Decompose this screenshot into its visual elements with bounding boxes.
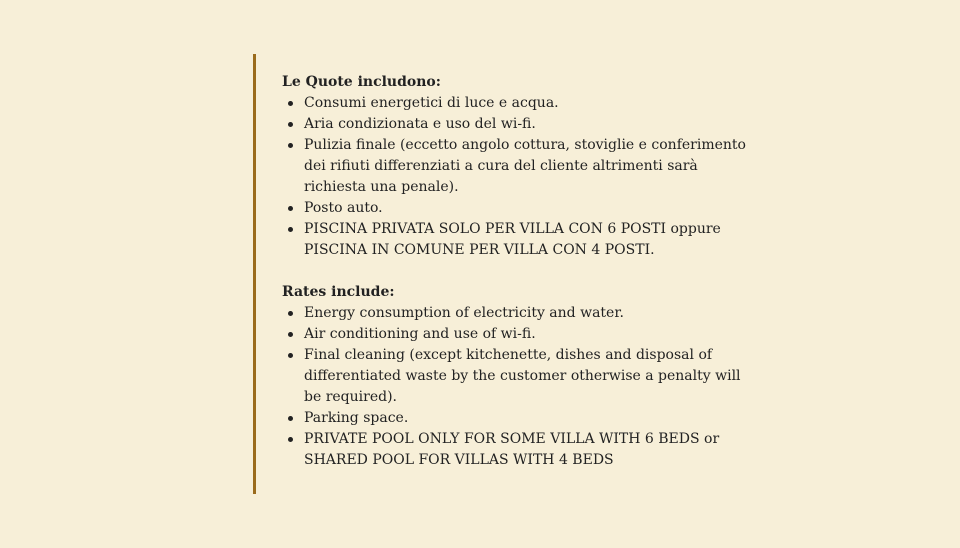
italian-title: Le Quote includono: <box>282 74 441 90</box>
english-section <box>282 282 762 471</box>
english-title: Rates include: <box>282 284 395 300</box>
list-item: PRIVATE POOL ONLY FOR SOME VILLA WITH 6 BEDS or SHARED POOL FOR VILLAS WITH 4 BEDS <box>304 429 762 471</box>
italian-list <box>282 93 762 261</box>
list-item: Air conditioning and use of wi-fi. <box>304 324 762 345</box>
list-item: Posto auto. <box>304 198 762 219</box>
section-gap <box>282 261 762 282</box>
list-item: Pulizia finale (eccetto angolo cottura, stoviglie e conferimento dei rifiuti differenziati a cura del cliente altrimenti sarà richiesta una penale). <box>304 135 762 198</box>
accent-bar <box>253 54 256 494</box>
list-item: Final cleaning (except kitchenette, dishes and disposal of differentiated waste by the customer otherwise a penalty will be required). <box>304 345 762 408</box>
list-item: PISCINA PRIVATA SOLO PER VILLA CON 6 POSTI oppure PISCINA IN COMUNE PER VILLA CON 4 POSTI. <box>304 219 762 261</box>
list-item: Parking space. <box>304 408 762 429</box>
content <box>282 72 762 471</box>
italian-section <box>282 72 762 261</box>
list-item: Energy consumption of electricity and water. <box>304 303 762 324</box>
list-item: Consumi energetici di luce e acqua. <box>304 93 762 114</box>
english-list <box>282 303 762 471</box>
list-item: Aria condizionata e uso del wi-fi. <box>304 114 762 135</box>
